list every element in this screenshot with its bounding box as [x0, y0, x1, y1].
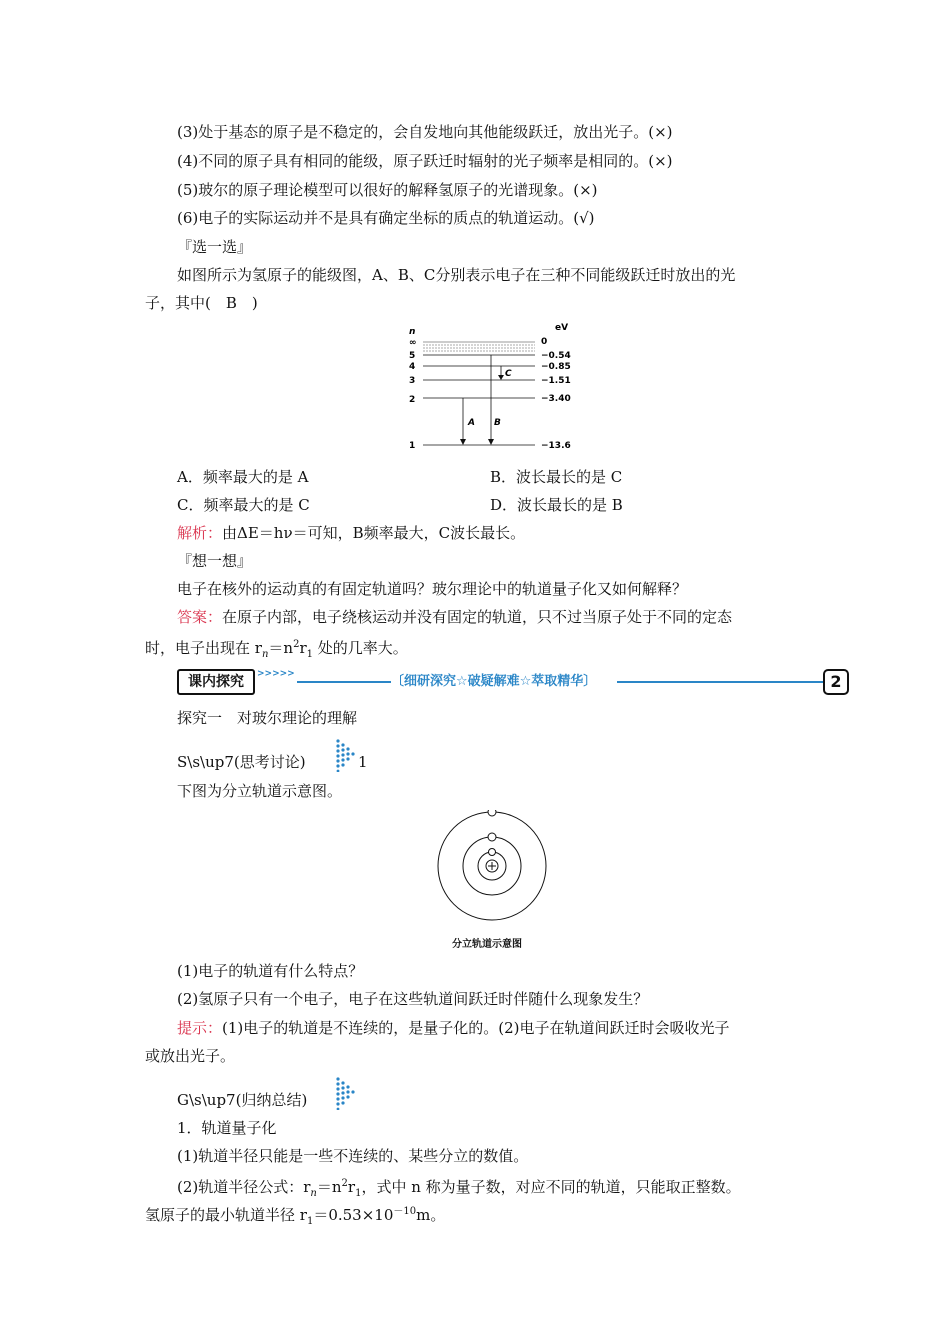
answer-text-2a: 时，电子出现在 r: [145, 639, 262, 657]
level-e-3: −1.51: [541, 376, 571, 386]
hint-line2: 或放出光子。: [145, 1047, 236, 1065]
sum3-sup-2: 2: [341, 1178, 348, 1189]
think-question: 电子在核外的运动真的有固定轨道吗？玻尔理论中的轨道量子化又如何解释？: [177, 580, 688, 598]
answer-line2: [145, 635, 408, 665]
orbit-question-2: (2)氢原子只有一个电子，电子在这些轨道间跃迁时伴随什么现象发生？: [177, 990, 649, 1008]
level-e-inf: 0: [541, 337, 548, 347]
energy-level-diagram: [405, 320, 585, 455]
judge-item-4: (4)不同的原子具有相同的能级，原子跃迁时辐射的光子频率是相同的。(×): [177, 152, 673, 170]
option-a: A．频率最大的是 A: [177, 468, 309, 486]
sum4-c: m。: [416, 1206, 446, 1224]
s-label: S\s\up7(思考讨论): [177, 753, 306, 771]
orbit-caption: 分立轨道示意图: [452, 939, 522, 950]
select-question-line1: 如图所示为氢原子的能级图，A、B、C分别表示电子在三种不同能级跃迁时放出的光: [177, 266, 736, 284]
summary-heading: 1．轨道量子化: [177, 1119, 277, 1137]
answer-sub-n: n: [261, 649, 269, 660]
sum3-sub-1: 1: [355, 1188, 362, 1199]
level-n-2: 2: [409, 395, 416, 405]
select-question-line2: 子，其中( B ): [145, 294, 258, 312]
answer-sup-2: 2: [293, 639, 300, 650]
arrow-c-label: C: [505, 369, 512, 379]
judge-item-3: (3)处于基态的原子是不稳定的，会自发地向其他能级跃迁，放出光子。(×): [177, 123, 673, 141]
unit-label: eV: [555, 323, 569, 333]
level-e-5: −0.54: [541, 351, 571, 361]
g-label: G\s\up7(归纳总结): [177, 1091, 308, 1109]
level-n-1: 1: [409, 441, 416, 451]
hint-text-1: (1)电子的轨道是不连续的，是量子化的。(2)电子在轨道间跃迁时会吸收光子: [222, 1019, 730, 1037]
answer-line1: [177, 607, 732, 627]
sum3-c: r: [347, 1178, 356, 1196]
answer-text-2b: ＝n: [268, 639, 294, 657]
judge-item-6: (6)电子的实际运动并不是具有确定坐标的质点的轨道运动。(√): [177, 209, 595, 227]
sum4-sup-exp: －10: [393, 1206, 417, 1217]
sum3-b: ＝n: [316, 1178, 342, 1196]
option-c: C．频率最大的是 C: [177, 496, 310, 514]
orbit-question-1: (1)电子的轨道有什么特点？: [177, 962, 364, 980]
explore-title: 探究一 对玻尔理论的理解: [177, 709, 358, 727]
answer-text-1: 在原子内部，电子绕核运动并没有固定的轨道，只不过当原子处于不同的定态: [222, 608, 733, 626]
analysis-label: 解析：: [177, 524, 223, 542]
select-heading: 『选一选』: [177, 238, 253, 256]
level-e-2: −3.40: [541, 394, 571, 404]
summary-item-2: [177, 1174, 741, 1204]
sum4-b: ＝0.53×10: [313, 1206, 394, 1224]
sum3-a: (2)轨道半径公式：r: [177, 1178, 311, 1196]
arrow-b-label: B: [494, 418, 501, 428]
section-banner: [177, 666, 849, 696]
sum3-d: ，式中 n 称为量子数，对应不同的轨道，只能取正整数。: [361, 1178, 741, 1196]
level-n-5: 5: [409, 351, 416, 361]
option-d: D．波长最长的是 B: [490, 496, 623, 514]
banner-line-left: [297, 681, 391, 683]
answer-text-2c: r: [299, 639, 307, 657]
banner-slogan: 〔细研深究☆破疑解难☆萃取精华〕: [391, 674, 597, 689]
answer-label: 答案：: [177, 608, 223, 626]
level-n-4: 4: [409, 362, 416, 372]
orbit-diagram: [436, 810, 548, 922]
n-label: n: [409, 327, 416, 337]
s-number: 1: [358, 753, 368, 771]
analysis-text: 由ΔE＝hν＝可知，B频率最大，C波长最长。: [222, 524, 526, 542]
sum3-sub-n: n: [310, 1188, 317, 1199]
answer-text-2d: 处的几率大。: [313, 639, 408, 657]
summary-item-2-cont: [145, 1202, 445, 1232]
summary-item-1: (1)轨道半径只能是一些不连续的、某些分立的数值。: [177, 1147, 529, 1165]
hint-line1: [177, 1018, 730, 1038]
level-e-4: −0.85: [541, 362, 571, 372]
banner-tag: 课内探究: [177, 669, 255, 695]
arrow-a-label: A: [468, 418, 475, 428]
level-n-inf: ∞: [409, 338, 417, 348]
level-n-3: 3: [409, 376, 416, 386]
banner-line-right: [617, 681, 823, 683]
sum4-sub-1: 1: [306, 1216, 314, 1227]
orbit-intro: 下图为分立轨道示意图。: [177, 782, 343, 800]
judge-item-5: (5)玻尔的原子理论模型可以很好的解释氢原子的光谱现象。(×): [177, 181, 598, 199]
triangle-arrow-icon: [334, 738, 358, 772]
analysis-line: [177, 523, 525, 543]
banner-number: 2: [823, 669, 849, 695]
level-e-1: −13.6: [541, 441, 571, 451]
think-heading: 『想一想』: [177, 552, 253, 570]
banner-arrows: >>>>>: [257, 669, 295, 679]
answer-sub-1: 1: [306, 649, 313, 660]
sum4-a: 氢原子的最小轨道半径 r: [145, 1206, 307, 1224]
hint-label: 提示：: [177, 1019, 223, 1037]
triangle-arrow-icon-2: [334, 1076, 358, 1110]
option-b: B．波长最长的是 C: [490, 468, 623, 486]
